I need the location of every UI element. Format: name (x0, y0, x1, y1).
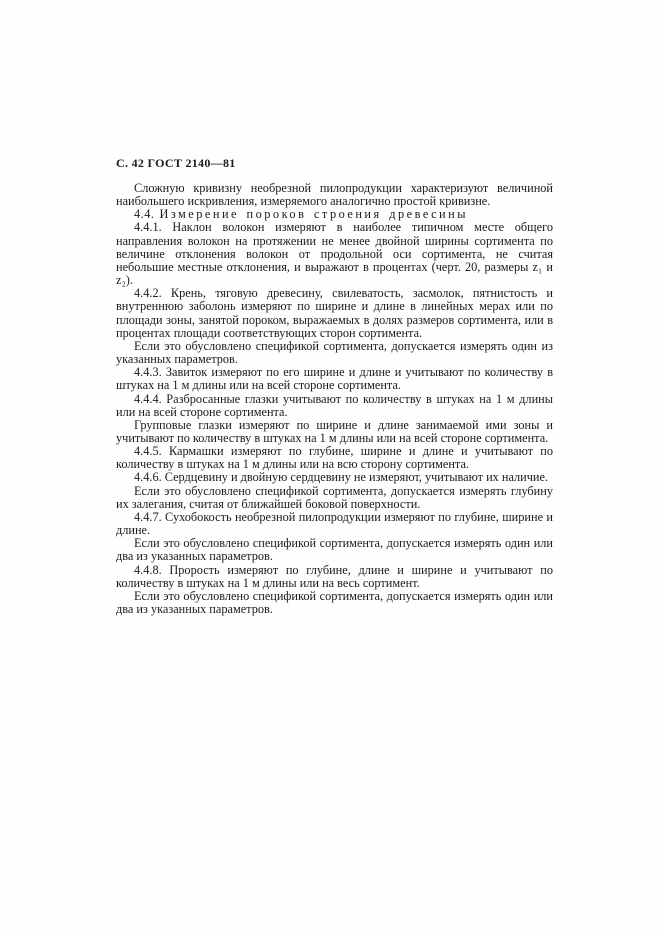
paragraph-note-spec-1: Если это обусловлено спецификой сортимента, допускается измерять один из указанных параметров. (116, 338, 553, 367)
paragraph-4-4-5: 4.4.5. Кармашки измеряют по глубине, ширине и длине и учитывают по количеству в штуках на 1 м длины или на всю сторону сортимента. (116, 444, 553, 472)
paragraph-4-4-6: 4.4.6. Сердцевину и двойную сердцевину не измеряют, учитывают их наличие. (134, 470, 549, 485)
document-content (116, 182, 553, 616)
paragraph-4-4-2: 4.4.2. Крень, тяговую древесину, свилеватость, засмолок, пятнистость и внутреннюю заболонь измеряют по ширине и длине в линейных мерах или по площади зоны, занятой пороком, выражаемых в долях размеров сортимента, или в процентах площади соответствующих сторон сортимента. (116, 286, 553, 340)
paragraph-note-spec-3: Если это обусловлено спецификой сортимента, допускается измерять один или два из указанных параметров. (116, 536, 553, 564)
paragraph-note-spec-2: Если это обусловлено спецификой сортимента, допускается измерять глубину их залегания, считая от ближайшей боковой поверхности. (116, 483, 553, 511)
paragraph-4-4-8: 4.4.8. Прорость измеряют по глубине, длине и ширине и учитывают по количеству в штуках на 1 м длины или на весь сортимент. (116, 562, 553, 590)
paragraph-note-spec-4: Если это обусловлено спецификой сортимента, допускается измерять один или два из указанных параметров. (116, 588, 553, 616)
paragraph-group-eyes: Групповые глазки измеряют по ширине и длине занимаемой ими зоны и учитывают по количеству в штуках на 1 м длины или на всей стороне сортимента. (116, 417, 553, 445)
paragraph-4-4-3: 4.4.3. Завиток измеряют по его ширине и длине и учитывают по количеству в штуках на 1 м длины или на всей стороне сортимента. (116, 365, 553, 393)
paragraph-intro: Сложную кривизну необрезной пилопродукции характеризуют величиной наибольшего искривления, измеряемого аналогично простой кривизне. (116, 181, 553, 209)
paragraph-4-4-4: 4.4.4. Разбросанные глазки учитывают по количеству в штуках на 1 м длины или на всей стороне сортимента. (116, 391, 553, 419)
section-heading-title: Измерение пороков строения древесины (159, 207, 468, 222)
section-heading-number: 4.4. (134, 207, 155, 222)
paragraph-4-4-7: 4.4.7. Сухобокость необрезной пилопродукции измеряют по глубине, ширине и длине. (116, 509, 553, 538)
paragraph-4-4-1: 4.4.1. Наклон волокон измеряют в наиболее типичном месте общего направления волокон на протяжении не менее двойной ширины сортимента по величине отклонения волокон от продольной оси сортимента, не считая небольшие местные отклонения, и выражают в процентах (черт. 20, размеры z₁ и z₂). (116, 220, 553, 288)
page-header: С. 42 ГОСТ 2140—81 (116, 156, 236, 170)
